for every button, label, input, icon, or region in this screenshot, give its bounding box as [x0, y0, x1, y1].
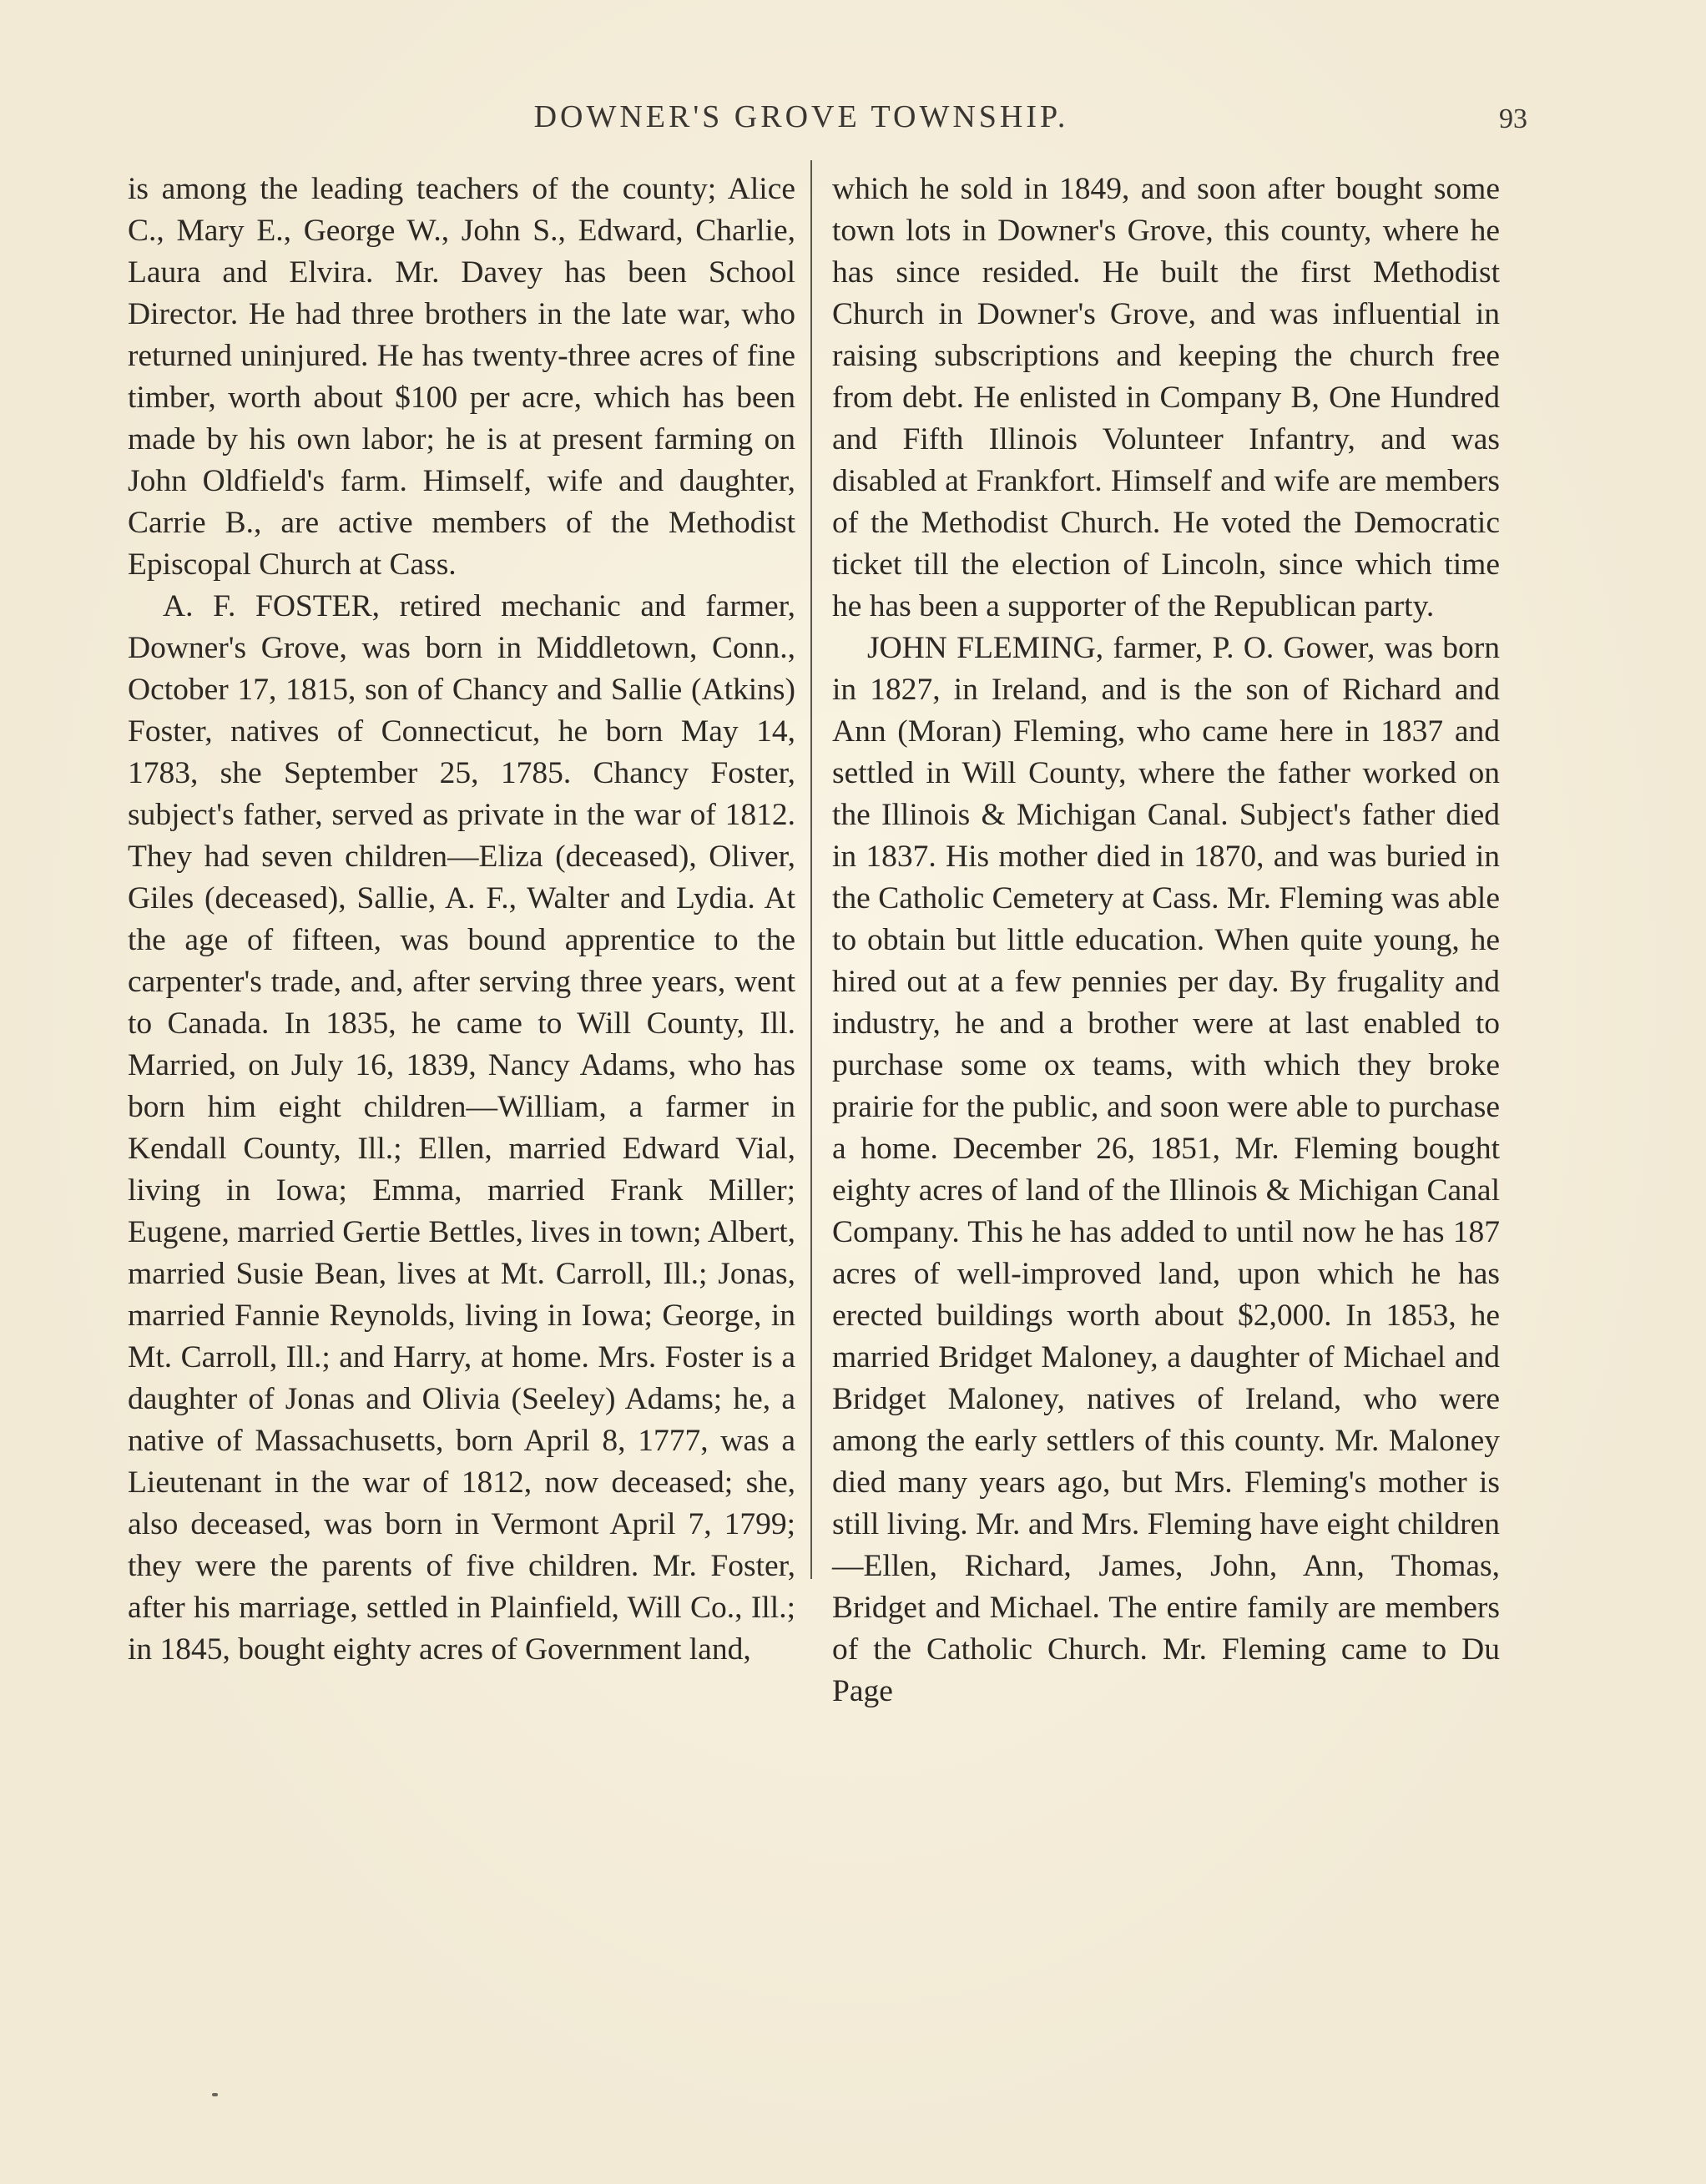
right-column [832, 169, 1500, 1712]
running-head: DOWNER'S GROVE TOWNSHIP. [533, 99, 1069, 134]
paragraph-foster-continuation: which he sold in 1849, and soon after bought some town lots in Downer's Grove, this county, where he has since resided. He built the first Methodist Church in Downer's Grove, and was influential in raising subscriptions and keeping the church free from debt. He enlisted in Company B, One Hundred and Fifth Illinois Volunteer Infantry, and was disabled at Frankfort. Himself and wife are members of the Methodist Church. He voted the Democratic ticket till the election of Lincoln, since which time he has been a supporter of the Republican party. [832, 172, 1500, 623]
left-column [128, 169, 795, 1671]
column-divider [810, 160, 812, 1579]
page-header [125, 98, 1527, 149]
page-number: 93 [1499, 103, 1527, 134]
paragraph-foster-biography: A. F. FOSTER, retired mechanic and farmer, Downer's Grove, was born in Middletown, Conn., October 17, 1815, son of Chancy and Sallie (Atkins) Foster, natives of Connecticut, he born May 14, 1783, she September 25, 1785. Chancy Foster, subject's father, served as private in the war of 1812. They had seven children—Eliza (deceased), Oliver, Giles (deceased), Sallie, A. F., Walter and Lydia. At the age of fifteen, was bound apprentice to the carpenter's trade, and, after serving three years, went to Canada. In 1835, he came to Will County, Ill. Married, on July 16, 1839, Nancy Adams, who has born him eight children—William, a farmer in Kendall County, Ill.; Ellen, married Edward Vial, living in Iowa; Emma, married Frank Miller; Eugene, married Gertie Bettles, lives in town; Albert, married Susie Bean, lives at Mt. Carroll, Ill.; Jonas, married Fannie Reynolds, living in Iowa; George, in Mt. Carroll, Ill.; and Harry, at home. Mrs. Foster is a daughter of Jonas and Olivia (Seeley) Adams; he, a native of Massachusetts, born April 8, 1777, was a Lieutenant in the war of 1812, now deceased; she, also deceased, was born in Vermont April 7, 1799; they were the parents of five children. Mr. Foster, after his marriage, settled in Plainfield, Will Co., Ill.; in 1845, bought eighty acres of Government land, [128, 589, 795, 1667]
paragraph-fleming-biography: JOHN FLEMING, farmer, P. O. Gower, was born in 1827, in Ireland, and is the son of Richard and Ann (Moran) Fleming, who came here in 1837 and settled in Will County, where the father worked on the Illinois & Michigan Canal. Subject's father died in 1837. His mother died in 1870, and was buried in the Catholic Cemetery at Cass. Mr. Fleming was able to obtain but little education. When quite young, he hired out at a few pennies per day. By frugality and industry, he and a brother were at last enabled to purchase some ox teams, with which they broke prairie for the public, and soon were able to purchase a home. December 26, 1851, Mr. Fleming bought eighty acres of land of the Illinois & Michigan Canal Company. This he has added to until now he has 187 acres of well-improved land, upon which he has erected buildings worth about $2,000. In 1853, he married Bridget Maloney, a daughter of Michael and Bridget Maloney, natives of Ireland, who were among the early settlers of this county. Mr. Maloney died many years ago, but Mrs. Fleming's mother is still living. Mr. and Mrs. Fleming have eight children—Ellen, Richard, James, John, Ann, Thomas, Bridget and Michael. The entire family are members of the Catholic Church. Mr. Fleming came to Du Page [832, 631, 1500, 1708]
paragraph-davey-continuation: is among the leading teachers of the county; Alice C., Mary E., George W., John S., Edward, Charlie, Laura and Elvira. Mr. Davey has been School Director. He had three brothers in the late war, who returned uninjured. He has twenty-three acres of fine timber, worth about $100 per acre, which has been made by his own labor; he is at present farming on John Oldfield's farm. Himself, wife and daughter, Carrie B., are active members of the Methodist Episcopal Church at Cass. [128, 172, 795, 582]
paper-speck [212, 2093, 218, 2096]
